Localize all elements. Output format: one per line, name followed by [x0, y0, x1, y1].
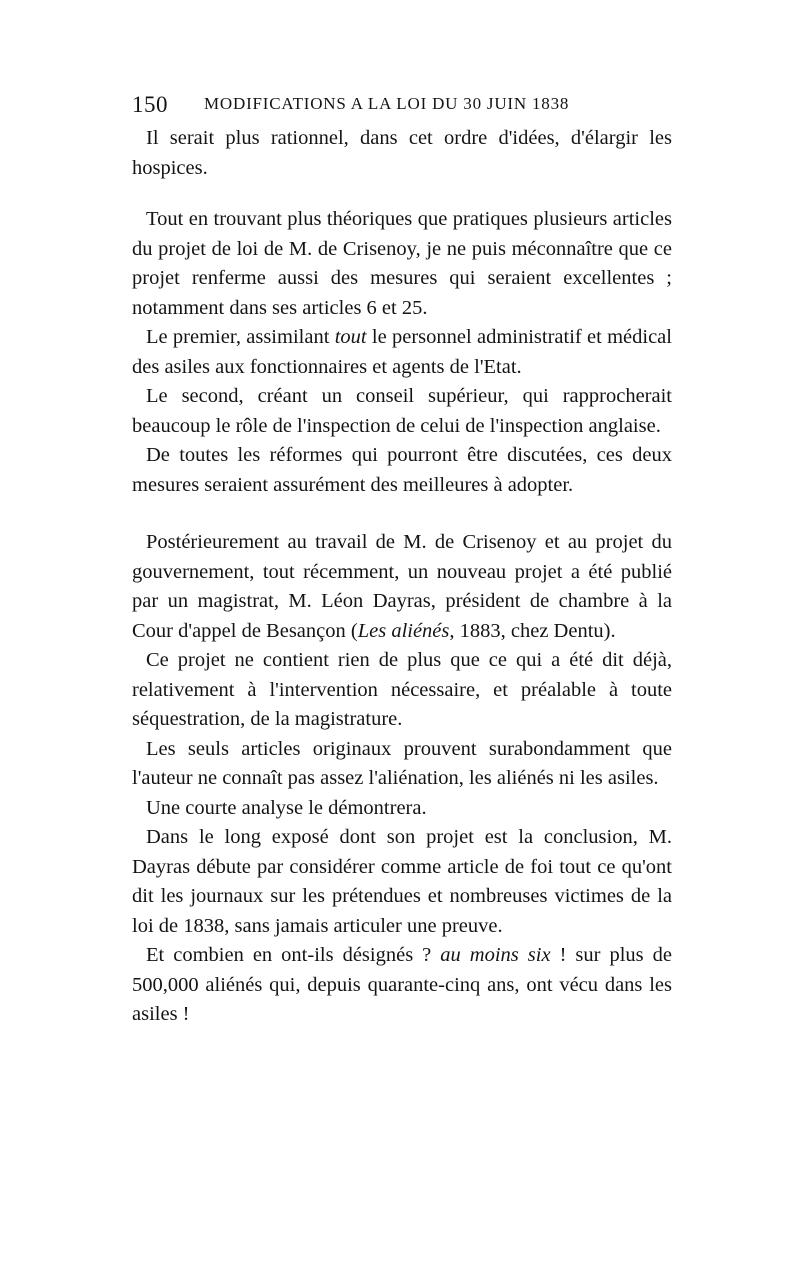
running-title: MODIFICATIONS A LA LOI DU 30 JUIN 1838 [204, 94, 570, 113]
paragraph-7: Ce projet ne contient rien de plus que ce qui a été dit déjà, relativement à l'intervention nécessaire, et préalable à toute séquestration, de la magistrature. [132, 649, 672, 730]
book-title-les-alienes: Les aliénés [357, 619, 450, 642]
paragraph-11: Et combien en ont-ils désignés ? au moins six ! sur plus de 500,000 aliénés qui, depuis quarante-cinq ans, ont vécu dans les asiles ! [132, 944, 672, 1025]
paragraph-3: Le premier, assimilant tout le personnel administratif et médical des asiles aux fonctionnaires et agents de l'Etat. [132, 326, 672, 378]
paragraph-2: Tout en trouvant plus théoriques que pratiques plusieurs articles du projet de loi de M. de Crisenoy, je ne puis méconnaître que ce projet renferme aussi des mesures qui seraient excellentes ; notamment dans ses articles 6 et 25. [132, 208, 672, 319]
paragraph-4: Le second, créant un conseil supérieur, qui rapprocherait beaucoup le rôle de l'inspection de celui de l'inspection anglaise. [132, 385, 672, 437]
emphasis-tout: tout [334, 326, 367, 348]
paragraph-10: Dans le long exposé dont son projet est la conclusion, M. Dayras débute par considérer comme article de foi tout ce qu'ont dit les journaux sur les prétendues et nombreuses victimes de la loi de 1838, sans jamais articuler une preuve. [132, 826, 672, 937]
body-text [132, 124, 672, 1030]
paragraph-6: Postérieurement au travail de M. de Crisenoy et au projet du gouvernement, tout récemment, un nouveau projet a été publié par un magistrat, M. Léon Dayras, président de chambre à la Cour d'appel de Besançon (Les aliénés, 1883, chez Dentu). [132, 531, 672, 642]
emphasis-au-moins-six: au moins six [440, 944, 551, 966]
paragraph-8: Les seuls articles originaux prouvent surabondamment que l'auteur ne connaît pas assez l'aliénation, les aliénés ni les asiles. [132, 737, 672, 789]
paragraph-5: De toutes les réformes qui pourront être discutées, ces deux mesures seraient assurément des meilleures à adopter. [132, 444, 672, 496]
paragraph-9: Une courte analyse le démontrera. [146, 796, 427, 819]
page-header [132, 92, 672, 124]
page-number: 150 [132, 92, 168, 117]
paragraph-1: Il serait plus rationnel, dans cet ordre d'idées, d'élargir les hospices. [132, 127, 672, 179]
